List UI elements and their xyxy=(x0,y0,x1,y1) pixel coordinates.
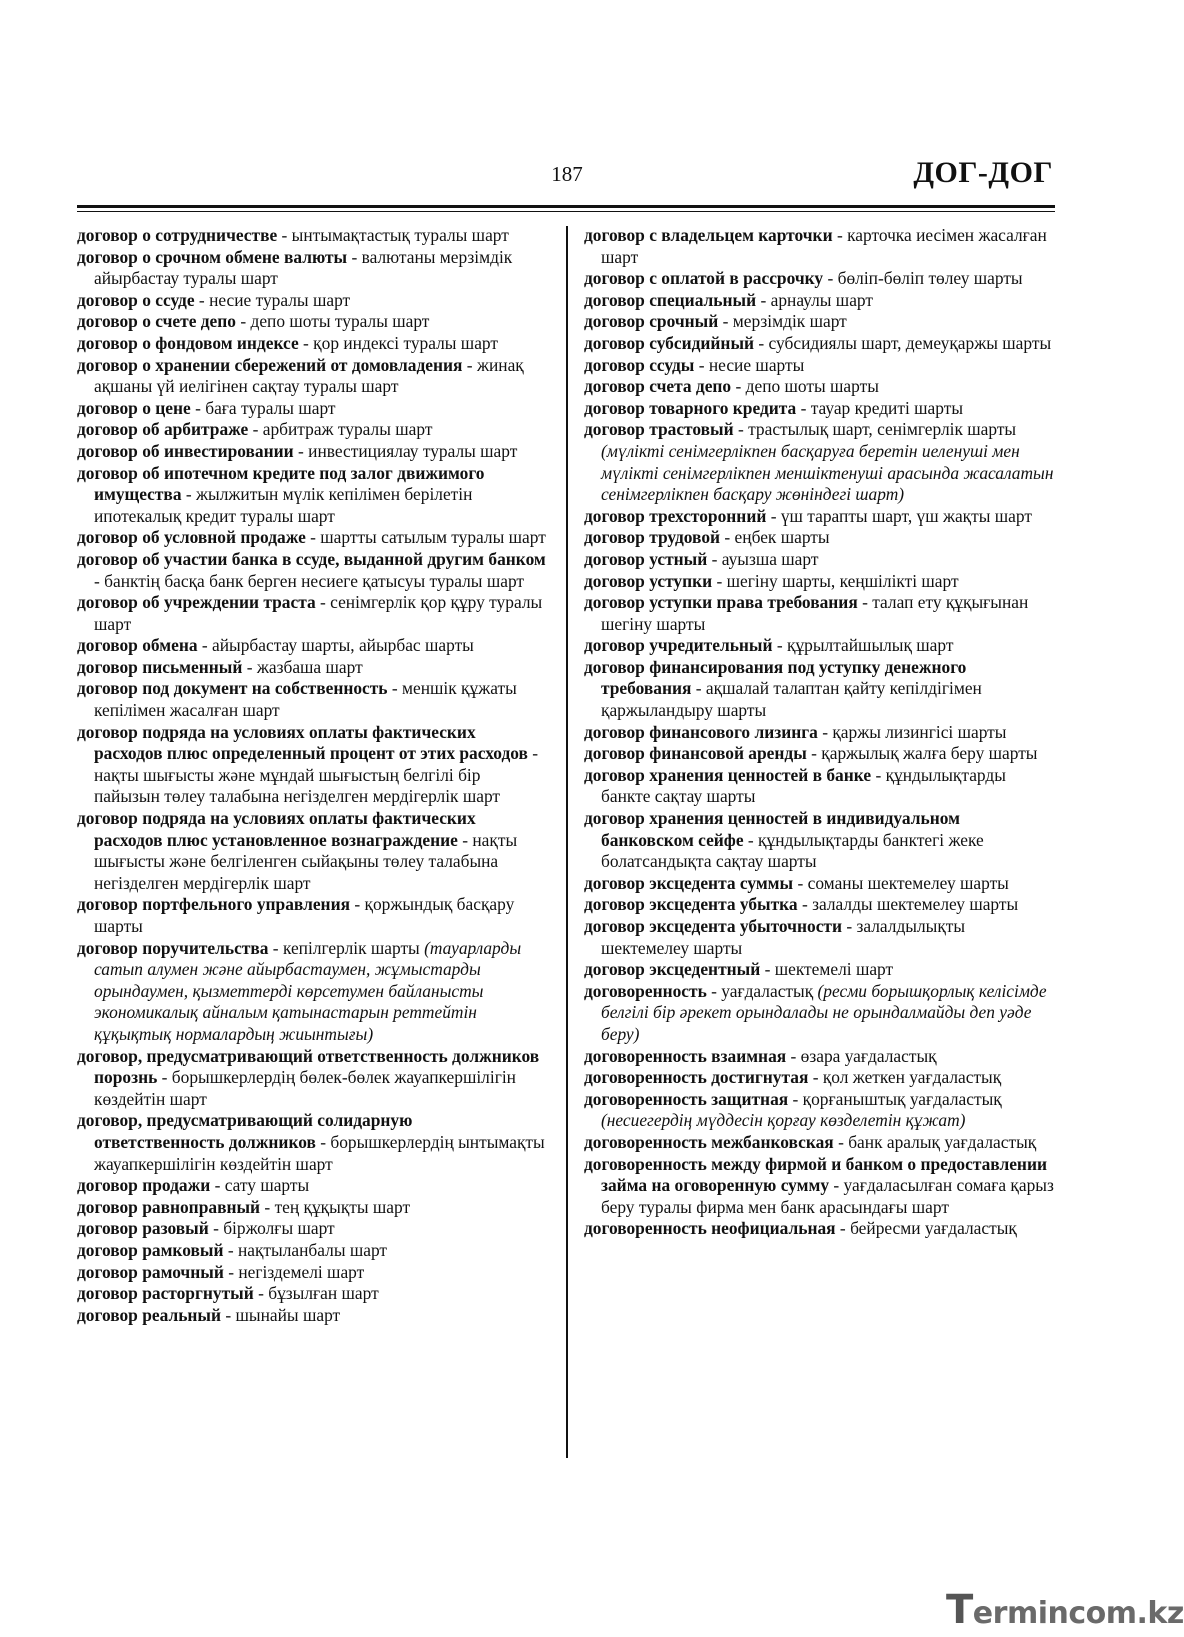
entry-term: договор, предусматривающий ответственность должников порознь xyxy=(77,1045,540,1088)
entry-term: договор об инвестировании xyxy=(77,440,294,461)
entry-definition: - мерзімдік шарт xyxy=(718,311,847,332)
column-divider xyxy=(566,226,568,1458)
entry-term: договор финансирования под уступку денежного требования xyxy=(584,656,967,699)
entry-term: договор продажи xyxy=(77,1175,211,1196)
entry-term: договор с оплатой в рассрочку xyxy=(584,268,824,289)
dictionary-entry xyxy=(77,333,547,355)
entry-term: договор поручительства xyxy=(77,937,269,958)
entry-definition: - қаржылық жалға беру шарты xyxy=(806,743,1038,764)
entry-term: договор портфельного управления xyxy=(77,894,351,915)
entry-term: договор счета депо xyxy=(584,376,732,397)
entry-term: договор с владельцем карточки xyxy=(584,225,833,245)
dictionary-entry xyxy=(584,592,1056,635)
dictionary-entry xyxy=(584,916,1056,959)
entry-term: договор трудовой xyxy=(584,527,721,548)
dictionary-entry xyxy=(584,376,1056,398)
dictionary-entry xyxy=(77,527,547,549)
dictionary-entry xyxy=(77,1046,547,1111)
dictionary-entry xyxy=(77,549,547,592)
entry-term: договор финансового лизинга xyxy=(584,721,818,742)
dictionary-entry xyxy=(584,1067,1056,1089)
entry-definition: - карточка иесімен жасалған шарт xyxy=(601,225,1047,267)
dictionary-entry xyxy=(77,398,547,420)
entry-term: договор равноправный xyxy=(77,1196,261,1217)
entry-definition: - несие шарты xyxy=(694,354,805,375)
entry-definition: - соманы шектемелеу шарты xyxy=(793,872,1009,893)
entry-definition: - қол жеткен уағдаластық xyxy=(808,1067,1002,1088)
dictionary-entry xyxy=(77,311,547,333)
dictionary-entry xyxy=(584,311,1056,333)
entry-term: договор об условной продаже xyxy=(77,527,306,548)
dictionary-entry xyxy=(584,1089,1056,1132)
dictionary-entry xyxy=(584,290,1056,312)
entry-definition: - кепілгерлік шарты xyxy=(268,937,425,958)
entry-definition: - құндылықтарды банкте сақтау шарты xyxy=(601,764,1006,807)
entry-term: договор разовый xyxy=(77,1218,209,1239)
dictionary-entry xyxy=(584,268,1056,290)
dictionary-entry xyxy=(77,1197,547,1219)
entry-term: договор письменный xyxy=(77,656,243,677)
entry-term: договоренность неофициальная xyxy=(584,1218,836,1239)
dictionary-entry xyxy=(77,1240,547,1262)
entry-note: (ресми борышқорлық келісімде белгілі бір әрекет орындалады не орындалмайды деп уәде беру) xyxy=(601,980,1047,1044)
entry-term: договор уступки xyxy=(584,570,713,591)
entry-term: договор о хранении сбережений от домовладения xyxy=(77,354,463,375)
entry-definition: - талап ету құқығынан шегіну шарты xyxy=(601,592,1029,634)
dictionary-entry xyxy=(584,398,1056,420)
dictionary-entry xyxy=(77,894,547,937)
entry-term: договор хранения ценностей в банке xyxy=(584,764,872,785)
entry-definition: - арбитраж туралы шарт xyxy=(248,419,433,440)
dictionary-entry xyxy=(584,355,1056,377)
entry-term: договор подряда на условиях оплаты фактических расходов плюс определенный процент от этих расходов xyxy=(77,721,528,764)
dictionary-entry xyxy=(77,592,547,635)
entry-definition: - арнаулы шарт xyxy=(756,289,873,310)
entry-definition: - сенімгерлік қор құру туралы шарт xyxy=(94,592,543,634)
entry-definition: - нақты шығысты және белгіленген сыйақыны төлеу талабына негізделген мердігерлік шарт xyxy=(94,829,518,893)
right-column xyxy=(584,225,1056,1240)
entry-note: (несиегердің мүддесін қорғау көзделетін құжат) xyxy=(601,1110,966,1131)
entry-definition: - нақты шығысты және мұндай шығыстың белгілі бір пайызын төлеу талабына негізделген мердігерлік шарт xyxy=(94,743,539,807)
entry-definition: - депо шоты туралы шарт xyxy=(236,311,430,332)
entry-note: (тауарларды сатып алумен және айырбастаумен, жұмыстарды орындаумен, қызметтерді көрсетумен байланысты экономикалық айналым қатынастарын реттейтін құқықтық нормалардың жиынтығы) xyxy=(94,937,522,1044)
entry-definition: - бейресми уағдаластық xyxy=(835,1218,1017,1239)
entry-definition: - еңбек шарты xyxy=(720,527,830,548)
entry-definition: - біржолғы шарт xyxy=(208,1218,335,1239)
entry-definition: - ауызша шарт xyxy=(707,548,819,569)
entry-definition: - жинақ ақшаны үй иелігінен сақтау туралы шарт xyxy=(94,354,524,397)
entry-term: договор расторгнутый xyxy=(77,1283,254,1304)
entry-definition: - борышкерлердің бөлек-бөлек жауапкершілігін көздейтін шарт xyxy=(94,1067,516,1109)
entry-definition: - жылжитын мүлік кепілімен берілетін ипотекалық кредит туралы шарт xyxy=(94,484,473,526)
entry-term: договоренность xyxy=(584,980,707,1001)
entry-definition: - трастылық шарт, сенімгерлік шарты xyxy=(733,419,1017,440)
entry-definition: - шартты сатылым туралы шарт xyxy=(305,527,546,548)
dictionary-entry xyxy=(77,722,547,808)
entry-definition: - бұзылған шарт xyxy=(253,1283,379,1304)
entry-definition: - уағдаластық xyxy=(706,980,818,1001)
entry-term: договор реальный xyxy=(77,1304,222,1325)
dictionary-entry xyxy=(77,1110,547,1175)
entry-definition: - үш тарапты шарт, үш жақты шарт xyxy=(766,505,1032,526)
page-number: 187 xyxy=(551,162,583,186)
entry-definition: - шынайы шарт xyxy=(221,1304,341,1325)
entry-definition: - баға туралы шарт xyxy=(190,397,336,418)
dictionary-entry xyxy=(584,1046,1056,1068)
running-head: ДОГ-ДОГ xyxy=(913,156,1053,189)
entry-term: договор рамковый xyxy=(77,1239,224,1260)
dictionary-entry xyxy=(77,419,547,441)
dictionary-entry xyxy=(584,419,1056,505)
dictionary-entry xyxy=(584,527,1056,549)
entry-term: договор о ссуде xyxy=(77,289,195,310)
dictionary-entry xyxy=(584,549,1056,571)
dictionary-entry xyxy=(77,225,547,247)
entry-term: договоренность взаимная xyxy=(584,1045,787,1066)
entry-definition: - депо шоты шарты xyxy=(731,376,879,397)
entry-term: договор, предусматривающий солидарную ответственность должников xyxy=(77,1110,413,1152)
entry-term: договор субсидийный xyxy=(584,332,755,353)
entry-definition: - ақшалай талаптан қайту кепілдігімен қаржыландыру шарты xyxy=(601,678,982,721)
dictionary-entry xyxy=(584,873,1056,895)
entry-definition: - тауар кредиті шарты xyxy=(796,397,964,418)
entry-term: договоренность достигнутая xyxy=(584,1067,809,1088)
dictionary-entry xyxy=(584,506,1056,528)
entry-term: договор об участии банка в ссуде, выданной другим банком xyxy=(77,548,546,569)
entry-definition: - қор индексі туралы шарт xyxy=(298,332,498,353)
entry-definition: - негіздемелі шарт xyxy=(223,1261,365,1282)
entry-definition: - банк аралық уағдаластық xyxy=(833,1131,1037,1152)
entry-term: договор ссуды xyxy=(584,354,695,375)
dictionary-entry xyxy=(77,938,547,1046)
dictionary-entry xyxy=(77,355,547,398)
site-logo: Termincom.kz xyxy=(946,1587,1184,1633)
dictionary-entry xyxy=(584,571,1056,593)
entry-definition: - шектемелі шарт xyxy=(760,959,894,980)
entry-term: договор о счете депо xyxy=(77,311,236,332)
dictionary-entry xyxy=(77,1218,547,1240)
dictionary-entry xyxy=(584,959,1056,981)
dictionary-entry xyxy=(584,808,1056,873)
entry-term: договор финансовой аренды xyxy=(584,743,807,764)
entry-definition: - борышкерлердің ынтымақты жауапкершілігін көздейтін шарт xyxy=(94,1131,545,1174)
entry-definition: - өзара уағдаластық xyxy=(786,1045,937,1066)
entry-term: договор эксцедента убытка xyxy=(584,894,798,915)
dictionary-entry xyxy=(77,1175,547,1197)
dictionary-entry xyxy=(77,808,547,894)
entry-term: договор учредительный xyxy=(584,635,773,656)
entry-term: договор эксцедента суммы xyxy=(584,872,794,893)
entry-definition: - қорғаныштық уағдаластық xyxy=(788,1088,1002,1109)
dictionary-entry xyxy=(584,225,1056,268)
entry-definition: - құрылтайшылық шарт xyxy=(772,635,954,656)
entry-definition: - тең құқықты шарт xyxy=(260,1196,411,1217)
entry-term: договор специальный xyxy=(584,289,757,310)
entry-term: договоренность защитная xyxy=(584,1088,789,1109)
dictionary-entry xyxy=(584,1132,1056,1154)
entry-definition: - ынтымақтастық туралы шарт xyxy=(277,225,509,245)
entry-term: договор под документ на собственность xyxy=(77,678,388,699)
entry-definition: - меншік құжаты кепілімен жасалған шарт xyxy=(94,678,517,721)
entry-term: договор трастовый xyxy=(584,419,734,440)
dictionary-entry xyxy=(584,765,1056,808)
dictionary-entry xyxy=(77,657,547,679)
entry-term: договоренность межбанковская xyxy=(584,1131,834,1152)
left-column xyxy=(77,225,547,1326)
entry-definition: - шегіну шарты, кеңшілікті шарт xyxy=(712,570,959,591)
dictionary-entry xyxy=(77,463,547,528)
dictionary-entry xyxy=(584,333,1056,355)
dictionary-entry xyxy=(77,1283,547,1305)
entry-term: договор об арбитраже xyxy=(77,419,249,440)
entry-term: договор о фондовом индексе xyxy=(77,332,299,353)
entry-term: договоренность между фирмой и банком о предоставлении займа на оговоренную сумму xyxy=(584,1153,1047,1196)
dictionary-entry xyxy=(584,722,1056,744)
entry-definition: - қаржы лизингісі шарты xyxy=(817,721,1007,742)
entry-term: договор уступки права требования xyxy=(584,592,858,613)
dictionary-entry xyxy=(77,1262,547,1284)
entry-term: договор о сотрудничестве xyxy=(77,225,278,245)
entry-term: договор эксцедента убыточности xyxy=(584,916,842,936)
entry-term: договор трехсторонний xyxy=(584,505,767,526)
dictionary-entry xyxy=(77,290,547,312)
entry-definition: - қоржындық басқару шарты xyxy=(94,894,515,936)
entry-definition: - нақтыланбалы шарт xyxy=(223,1239,388,1260)
entry-definition: - құндылықтарды банктегі жеке болатсандықта сақтау шарты xyxy=(601,829,984,872)
entry-definition: - айырбастау шарты, айырбас шарты xyxy=(197,635,474,656)
entry-note: (мүлікті сенімгерлікпен басқаруға беретін иеленуші мен мүлікті сенімгерлікпен меншіктенуші арасында жасалатын сенімгерлікпен басқару жөніндегі шарт) xyxy=(601,440,1054,505)
entry-definition: - инвестициялау туралы шарт xyxy=(293,440,518,461)
header-rule-thick xyxy=(77,205,1055,208)
entry-definition: - бөліп-бөліп төлеу шарты xyxy=(823,268,1023,289)
dictionary-entry xyxy=(77,678,547,721)
entry-definition: - залалдылықты шектемелеу шарты xyxy=(601,916,966,958)
header-rule-thin xyxy=(77,211,1055,212)
entry-term: договор об учреждении траста xyxy=(77,592,316,613)
dictionary-entry xyxy=(584,1154,1056,1219)
dictionary-entry xyxy=(77,441,547,463)
entry-definition: - уағдаласылған сомаға қарыз беру туралы фирма мен банк арасындағы шарт xyxy=(601,1175,1054,1217)
entry-term: договор хранения ценностей в индивидуальном банковском сейфе xyxy=(584,808,960,850)
dictionary-entry xyxy=(584,981,1056,1046)
dictionary-entry xyxy=(77,247,547,290)
dictionary-entry xyxy=(584,894,1056,916)
dictionary-entry xyxy=(584,635,1056,657)
entry-term: договор эксцедентный xyxy=(584,959,761,980)
dictionary-entry xyxy=(77,1305,547,1327)
dictionary-entry xyxy=(584,743,1056,765)
entry-definition: - валютаны мерзімдік айырбастау туралы шарт xyxy=(94,246,513,289)
entry-definition: - сату шарты xyxy=(210,1175,310,1196)
entry-term: договор о срочном обмене валюты xyxy=(77,246,348,267)
dictionary-entry xyxy=(77,635,547,657)
entry-definition: - банктің басқа банк берген несиеге қатысуы туралы шарт xyxy=(94,570,525,591)
entry-definition: - залалды шектемелеу шарты xyxy=(797,894,1019,915)
entry-term: договор обмена xyxy=(77,635,198,656)
entry-term: договор товарного кредита xyxy=(584,397,797,418)
entry-definition: - несие туралы шарт xyxy=(194,289,351,310)
entry-term: договор устный xyxy=(584,548,708,569)
dictionary-entry xyxy=(584,1218,1056,1240)
entry-term: договор о цене xyxy=(77,397,191,418)
entry-term: договор срочный xyxy=(584,311,719,332)
entry-definition: - жазбаша шарт xyxy=(242,656,363,677)
entry-definition: - субсидиялы шарт, демеуқаржы шарты xyxy=(754,332,1052,353)
entry-term: договор рамочный xyxy=(77,1261,224,1282)
entry-term: договор подряда на условиях оплаты фактических расходов плюс установленное вознаграждение xyxy=(77,808,476,850)
dictionary-entry xyxy=(584,657,1056,722)
entry-term: договор об ипотечном кредите под залог движимого имущества xyxy=(77,462,485,505)
